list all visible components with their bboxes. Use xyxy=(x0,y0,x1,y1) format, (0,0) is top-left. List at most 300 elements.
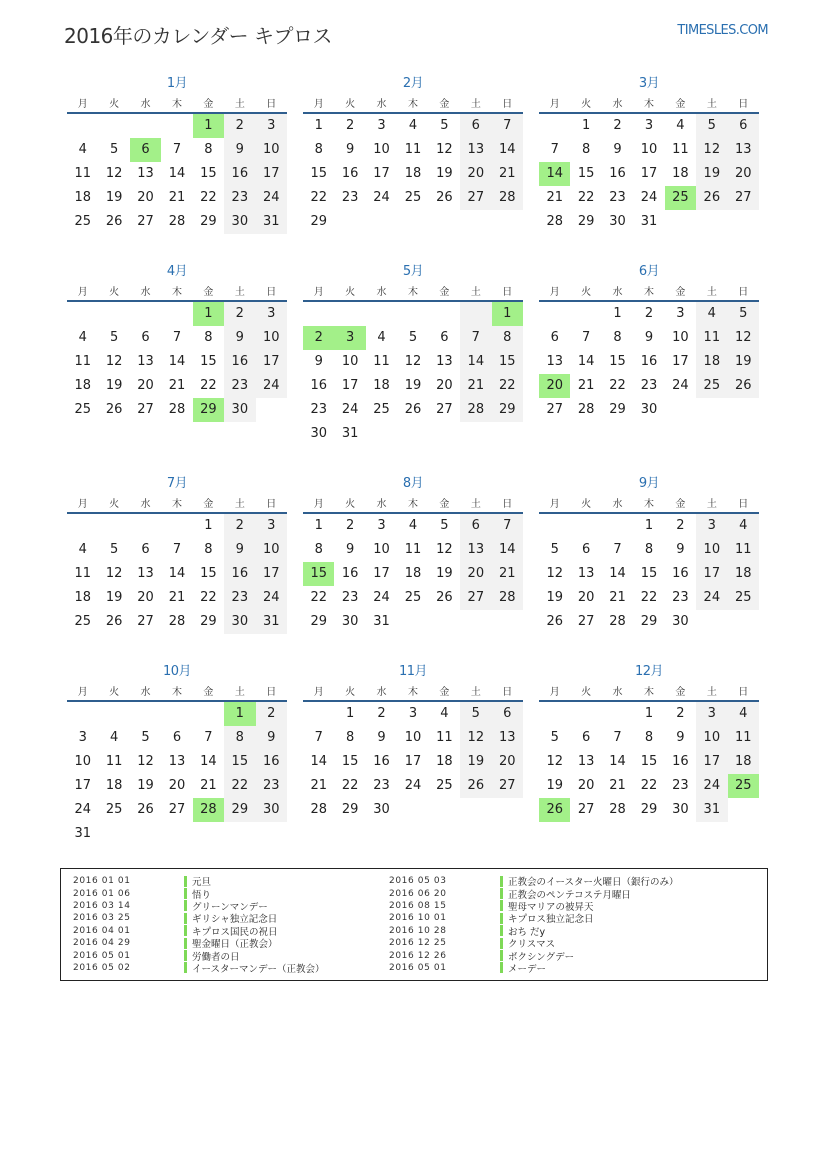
day-cell: 16 xyxy=(224,562,255,586)
day-cell: 21 xyxy=(460,374,491,398)
day-cell: 9 xyxy=(345,142,355,157)
empty-day-cell xyxy=(98,114,129,138)
day-cell: 18 xyxy=(74,190,91,205)
day-cell: 13 xyxy=(460,538,491,562)
day-cell: 30 xyxy=(373,802,390,817)
brand-logo[interactable]: TIMESLES.COM xyxy=(677,23,768,38)
days-grid xyxy=(539,702,759,822)
day-cell: 24 xyxy=(696,774,727,798)
holiday-day-cell: 29 xyxy=(193,398,224,422)
weekday-label: 土 xyxy=(706,287,717,298)
holiday-date: 2016 05 02 xyxy=(73,962,131,973)
day-cell: 26 xyxy=(105,402,123,417)
day-cell: 30 xyxy=(672,802,689,817)
weekday-label: 水 xyxy=(376,687,387,698)
day-cell: 2 xyxy=(224,302,255,326)
day-cell: 28 xyxy=(310,802,327,817)
holiday-date: 2016 01 01 xyxy=(73,876,131,887)
holiday-day-cell: 1 xyxy=(224,702,255,726)
weekday-label: 土 xyxy=(234,287,245,298)
weekday-header xyxy=(67,98,287,114)
day-cell: 26 xyxy=(546,614,563,629)
holiday-date: 2016 12 26 xyxy=(389,950,447,961)
days-grid xyxy=(67,114,287,234)
weekday-label: 月 xyxy=(313,99,324,110)
weekday-label: 火 xyxy=(345,499,356,510)
day-cell: 7 xyxy=(613,542,622,557)
weekday-label: 火 xyxy=(109,287,120,298)
day-cell: 12 xyxy=(137,754,154,769)
day-cell: 14 xyxy=(310,754,327,769)
day-cell: 23 xyxy=(310,402,327,417)
day-cell: 31 xyxy=(256,210,287,234)
day-cell: 19 xyxy=(436,166,453,181)
day-cell: 21 xyxy=(310,778,327,793)
day-cell: 11 xyxy=(728,538,759,562)
day-cell: 13 xyxy=(492,726,523,750)
day-cell: 27 xyxy=(137,214,154,229)
day-cell: 10 xyxy=(256,138,287,162)
day-cell: 14 xyxy=(168,354,186,369)
day-cell: 30 xyxy=(609,214,626,229)
holiday-row xyxy=(389,875,739,887)
weekday-label: 月 xyxy=(77,499,88,510)
day-cell: 29 xyxy=(577,214,595,229)
holiday-row xyxy=(389,900,739,912)
day-cell: 18 xyxy=(74,590,91,605)
day-cell: 8 xyxy=(644,730,654,745)
day-cell: 21 xyxy=(168,378,186,393)
day-cell: 16 xyxy=(341,166,359,181)
day-cell: 3 xyxy=(377,518,386,533)
day-cell: 16 xyxy=(672,566,689,581)
page-title: 2016年のカレンダー キプロス xyxy=(64,24,332,48)
weekday-label: 木 xyxy=(407,499,418,510)
weekday-header xyxy=(67,686,287,702)
weekday-label: 金 xyxy=(675,99,686,110)
day-cell: 12 xyxy=(728,326,759,350)
day-cell: 13 xyxy=(546,354,563,369)
empty-day-cell xyxy=(570,514,601,538)
holiday-list-right xyxy=(389,875,739,974)
day-cell: 13 xyxy=(436,354,453,369)
weekday-label: 日 xyxy=(502,687,513,698)
day-cell: 17 xyxy=(373,166,390,181)
day-cell: 29 xyxy=(640,802,658,817)
day-cell: 14 xyxy=(609,754,626,769)
weekday-label: 土 xyxy=(706,499,717,510)
day-cell: 19 xyxy=(105,190,123,205)
day-cell: 8 xyxy=(204,142,213,157)
holiday-day-cell: 20 xyxy=(539,374,570,398)
holiday-marker xyxy=(184,913,187,924)
day-cell: 1 xyxy=(581,118,591,133)
day-cell: 1 xyxy=(644,706,654,721)
holiday-date: 2016 05 01 xyxy=(73,950,131,961)
day-cell: 18 xyxy=(436,754,453,769)
empty-day-cell xyxy=(130,702,161,726)
holiday-day-cell: 14 xyxy=(539,162,570,186)
day-cell: 23 xyxy=(224,186,255,210)
weekday-label: 土 xyxy=(470,99,481,110)
day-cell: 16 xyxy=(672,754,689,769)
empty-day-cell xyxy=(429,302,460,326)
day-cell: 9 xyxy=(644,330,654,345)
day-cell: 12 xyxy=(460,726,491,750)
holiday-day-cell: 25 xyxy=(728,774,759,798)
weekday-label: 火 xyxy=(581,687,592,698)
day-cell: 26 xyxy=(436,190,453,205)
weekday-label: 日 xyxy=(502,99,513,110)
holiday-marker xyxy=(184,900,187,911)
weekday-label: 月 xyxy=(77,687,88,698)
empty-day-cell xyxy=(130,114,161,138)
day-cell: 17 xyxy=(640,166,658,181)
holiday-name: キプロス独立記念日 xyxy=(508,914,594,926)
days-grid xyxy=(67,302,287,422)
weekday-label: 火 xyxy=(581,499,592,510)
day-cell: 28 xyxy=(492,586,523,610)
day-cell: 7 xyxy=(460,326,491,350)
holiday-row xyxy=(389,925,739,937)
month-name: 9月 xyxy=(638,476,660,491)
day-cell: 15 xyxy=(224,750,255,774)
day-cell: 3 xyxy=(377,118,386,133)
day-cell: 26 xyxy=(404,402,422,417)
day-cell: 9 xyxy=(314,354,323,369)
day-cell: 10 xyxy=(404,730,422,745)
day-cell: 22 xyxy=(200,378,217,393)
weekday-label: 金 xyxy=(439,499,450,510)
day-cell: 26 xyxy=(105,614,123,629)
day-cell: 23 xyxy=(609,190,626,205)
day-cell: 12 xyxy=(105,166,123,181)
day-cell: 9 xyxy=(377,730,386,745)
day-cell: 16 xyxy=(341,566,359,581)
empty-day-cell xyxy=(130,514,161,538)
day-cell: 3 xyxy=(256,514,287,538)
empty-day-cell xyxy=(366,302,397,326)
day-cell: 3 xyxy=(256,302,287,326)
empty-day-cell xyxy=(303,702,334,726)
holiday-name: 聖母マリアの被昇天 xyxy=(508,901,594,913)
day-cell: 23 xyxy=(224,374,255,398)
day-cell: 29 xyxy=(492,398,523,422)
month-name: 6月 xyxy=(638,264,660,279)
holiday-day-cell: 28 xyxy=(193,798,224,822)
holiday-name: メーデー xyxy=(508,963,547,975)
day-cell: 12 xyxy=(546,566,563,581)
day-cell: 22 xyxy=(224,774,255,798)
weekday-label: 日 xyxy=(502,499,513,510)
weekday-label: 水 xyxy=(612,99,623,110)
month-name: 11月 xyxy=(398,664,428,679)
day-cell: 30 xyxy=(224,210,255,234)
empty-day-cell xyxy=(602,702,633,726)
holiday-day-cell: 3 xyxy=(334,326,365,350)
holiday-marker xyxy=(500,962,503,973)
day-cell: 15 xyxy=(200,566,217,581)
month-block xyxy=(539,662,759,822)
day-cell: 20 xyxy=(577,590,595,605)
day-cell: 27 xyxy=(137,614,154,629)
day-cell: 8 xyxy=(224,726,255,750)
day-cell: 10 xyxy=(256,538,287,562)
day-cell: 3 xyxy=(408,706,418,721)
day-cell: 19 xyxy=(404,378,422,393)
day-cell: 18 xyxy=(404,566,422,581)
day-cell: 13 xyxy=(137,566,154,581)
day-cell: 22 xyxy=(200,190,217,205)
day-cell: 15 xyxy=(310,166,327,181)
month-block xyxy=(303,74,523,234)
day-cell: 4 xyxy=(408,118,418,133)
day-cell: 30 xyxy=(224,398,255,422)
month-block xyxy=(67,474,287,634)
day-cell: 5 xyxy=(141,730,150,745)
holiday-day-cell: 2 xyxy=(303,326,334,350)
weekday-label: 木 xyxy=(171,287,182,298)
empty-day-cell xyxy=(303,302,334,326)
empty-day-cell xyxy=(602,514,633,538)
holiday-date: 2016 12 25 xyxy=(389,938,447,949)
day-cell: 19 xyxy=(728,350,759,374)
day-cell: 10 xyxy=(696,726,727,750)
day-cell: 18 xyxy=(672,166,689,181)
day-cell: 24 xyxy=(256,186,287,210)
weekday-label: 金 xyxy=(675,287,686,298)
day-cell: 5 xyxy=(696,114,727,138)
holiday-date: 2016 06 20 xyxy=(389,888,447,899)
day-cell: 15 xyxy=(341,754,359,769)
weekday-label: 日 xyxy=(738,99,749,110)
day-cell: 8 xyxy=(644,542,654,557)
holiday-marker xyxy=(184,962,187,973)
empty-day-cell xyxy=(161,302,192,326)
weekday-label: 水 xyxy=(376,99,387,110)
day-cell: 2 xyxy=(224,514,255,538)
day-cell: 23 xyxy=(640,378,658,393)
day-cell: 27 xyxy=(168,802,186,817)
day-cell: 19 xyxy=(105,590,123,605)
day-cell: 2 xyxy=(224,114,255,138)
day-cell: 23 xyxy=(672,590,689,605)
day-cell: 21 xyxy=(168,190,186,205)
weekday-label: 火 xyxy=(581,99,592,110)
day-cell: 21 xyxy=(492,162,523,186)
day-cell: 15 xyxy=(200,166,217,181)
day-cell: 20 xyxy=(137,590,154,605)
holiday-marker xyxy=(500,938,503,949)
weekday-label: 火 xyxy=(109,687,120,698)
weekday-label: 水 xyxy=(140,99,151,110)
day-cell: 18 xyxy=(373,378,390,393)
days-grid xyxy=(303,114,523,234)
holiday-marker xyxy=(500,925,503,936)
days-grid xyxy=(539,114,759,234)
day-cell: 30 xyxy=(256,798,287,822)
day-cell: 10 xyxy=(672,330,689,345)
day-cell: 11 xyxy=(672,142,689,157)
weekday-label: 水 xyxy=(376,287,387,298)
holiday-date: 2016 01 06 xyxy=(73,888,131,899)
month-block xyxy=(67,74,287,234)
day-cell: 4 xyxy=(377,330,386,345)
month-block xyxy=(67,262,287,422)
day-cell: 20 xyxy=(460,562,491,586)
weekday-label: 日 xyxy=(738,499,749,510)
holiday-date: 2016 10 01 xyxy=(389,913,447,924)
holiday-day-cell: 1 xyxy=(193,114,224,138)
weekday-label: 月 xyxy=(313,287,324,298)
day-cell: 21 xyxy=(609,778,626,793)
weekday-label: 火 xyxy=(345,687,356,698)
day-cell: 26 xyxy=(137,802,154,817)
day-cell: 2 xyxy=(345,518,355,533)
day-cell: 11 xyxy=(74,354,91,369)
month-name: 1月 xyxy=(166,76,188,91)
empty-day-cell xyxy=(161,114,192,138)
weekday-header xyxy=(303,98,523,114)
weekday-header xyxy=(303,686,523,702)
day-cell: 18 xyxy=(74,378,91,393)
weekday-label: 木 xyxy=(171,499,182,510)
weekday-label: 土 xyxy=(234,499,245,510)
day-cell: 19 xyxy=(137,778,154,793)
day-cell: 29 xyxy=(200,614,217,629)
month-block xyxy=(539,74,759,234)
day-cell: 5 xyxy=(460,702,491,726)
day-cell: 8 xyxy=(314,142,323,157)
weekday-label: 日 xyxy=(266,99,277,110)
weekday-label: 木 xyxy=(643,99,654,110)
day-cell: 7 xyxy=(172,542,182,557)
day-cell: 12 xyxy=(105,354,123,369)
day-cell: 29 xyxy=(200,214,217,229)
days-grid xyxy=(303,302,523,446)
holiday-row xyxy=(73,949,423,961)
empty-day-cell xyxy=(539,302,570,326)
empty-day-cell xyxy=(161,514,192,538)
day-cell: 7 xyxy=(492,114,523,138)
holiday-name: おち だy xyxy=(508,926,546,938)
day-cell: 16 xyxy=(256,750,287,774)
day-cell: 14 xyxy=(492,538,523,562)
day-cell: 28 xyxy=(168,402,186,417)
day-cell: 27 xyxy=(460,586,491,610)
empty-day-cell xyxy=(67,114,98,138)
day-cell: 12 xyxy=(436,142,453,157)
day-cell: 18 xyxy=(105,778,123,793)
day-cell: 29 xyxy=(224,798,255,822)
day-cell: 31 xyxy=(696,798,727,822)
day-cell: 23 xyxy=(672,778,689,793)
day-cell: 26 xyxy=(460,774,491,798)
day-cell: 4 xyxy=(440,706,449,721)
weekday-label: 日 xyxy=(266,287,277,298)
day-cell: 4 xyxy=(78,142,87,157)
day-cell: 13 xyxy=(577,566,595,581)
day-cell: 6 xyxy=(141,330,150,345)
holiday-name: ギリシャ独立記念日 xyxy=(192,914,278,926)
holiday-date: 2016 05 01 xyxy=(389,962,447,973)
holiday-marker xyxy=(184,925,187,936)
day-cell: 31 xyxy=(341,426,359,441)
day-cell: 25 xyxy=(404,190,422,205)
holiday-marker xyxy=(184,938,187,949)
weekday-label: 水 xyxy=(612,687,623,698)
weekday-label: 土 xyxy=(706,687,717,698)
days-grid xyxy=(303,702,523,822)
month-block xyxy=(303,474,523,634)
day-cell: 18 xyxy=(728,562,759,586)
day-cell: 25 xyxy=(696,374,727,398)
day-cell: 1 xyxy=(644,518,654,533)
day-cell: 6 xyxy=(460,114,491,138)
holiday-day-cell: 26 xyxy=(539,798,570,822)
day-cell: 11 xyxy=(373,354,390,369)
day-cell: 27 xyxy=(436,402,453,417)
weekday-label: 水 xyxy=(140,499,151,510)
empty-day-cell xyxy=(98,302,129,326)
day-cell: 28 xyxy=(577,402,595,417)
weekday-label: 土 xyxy=(470,287,481,298)
day-cell: 7 xyxy=(314,730,323,745)
holiday-name: 悟り xyxy=(192,889,212,901)
day-cell: 23 xyxy=(224,586,255,610)
month-block xyxy=(539,262,759,422)
month-name: 5月 xyxy=(402,264,424,279)
month-name: 3月 xyxy=(638,76,660,91)
weekday-label: 火 xyxy=(345,287,356,298)
day-cell: 31 xyxy=(256,610,287,634)
day-cell: 14 xyxy=(577,354,595,369)
holiday-marker xyxy=(184,876,187,887)
day-cell: 7 xyxy=(550,142,559,157)
empty-day-cell xyxy=(67,302,98,326)
empty-day-cell xyxy=(98,702,129,726)
day-cell: 2 xyxy=(644,306,654,321)
weekday-label: 金 xyxy=(203,99,214,110)
day-cell: 6 xyxy=(141,542,150,557)
day-cell: 5 xyxy=(109,330,119,345)
day-cell: 7 xyxy=(613,730,622,745)
weekday-label: 日 xyxy=(266,687,277,698)
weekday-label: 水 xyxy=(612,287,623,298)
day-cell: 7 xyxy=(172,142,182,157)
weekday-header xyxy=(303,498,523,514)
day-cell: 4 xyxy=(728,514,759,538)
weekday-label: 金 xyxy=(439,287,450,298)
holiday-row xyxy=(73,887,423,899)
day-cell: 15 xyxy=(200,354,217,369)
day-cell: 14 xyxy=(460,350,491,374)
day-cell: 27 xyxy=(137,402,154,417)
day-cell: 24 xyxy=(256,586,287,610)
holiday-date: 2016 04 01 xyxy=(73,925,131,936)
weekday-label: 日 xyxy=(266,499,277,510)
day-cell: 22 xyxy=(640,590,658,605)
day-cell: 19 xyxy=(696,162,727,186)
day-cell: 5 xyxy=(109,542,119,557)
empty-day-cell xyxy=(67,514,98,538)
day-cell: 5 xyxy=(550,730,559,745)
day-cell: 23 xyxy=(341,590,359,605)
day-cell: 24 xyxy=(373,590,390,605)
day-cell: 6 xyxy=(460,514,491,538)
day-cell: 27 xyxy=(728,186,759,210)
day-cell: 25 xyxy=(74,214,91,229)
